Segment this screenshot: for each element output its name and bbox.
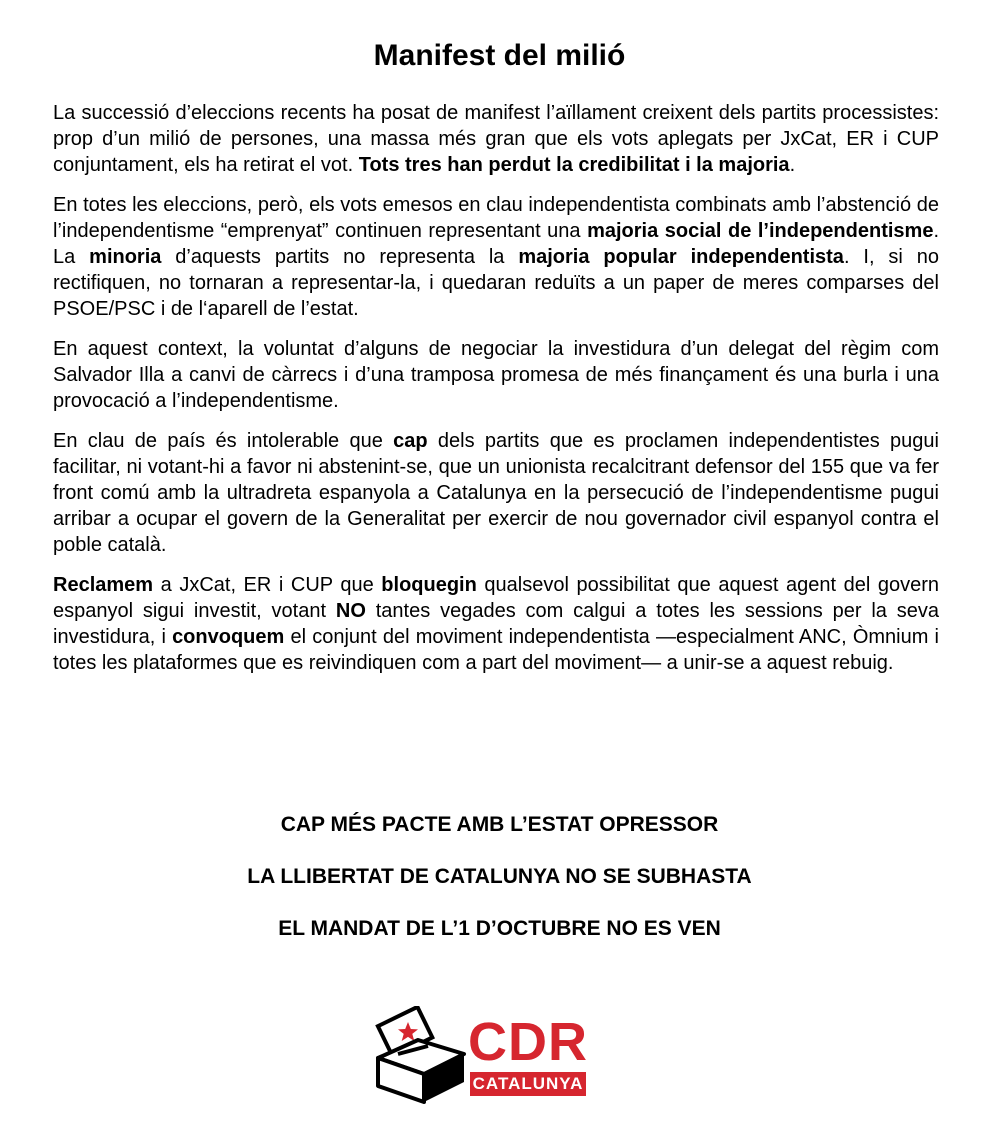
ballot-box-icon xyxy=(372,1006,472,1104)
bold-text: NO xyxy=(335,600,366,622)
text-run: La successió d’eleccions recents ha posat de manifest l’aïllament creixent dels partits processistes: prop d’un milió de persones, una massa més gran que els vots aplegats per JxCat, ER i CUP conjuntament, els ha retirat el vot. xyxy=(53,102,939,176)
slogan-2: LA LLIBERTAT DE CATALUNYA NO SE SUBHASTA xyxy=(247,865,752,888)
text-run: . xyxy=(789,154,796,176)
slogan-1: CAP MÉS PACTE AMB L’ESTAT OPRESSOR xyxy=(280,813,719,836)
logo-wordmark xyxy=(468,1012,592,1100)
text-run: . La xyxy=(53,220,940,268)
bold-text: convoquem xyxy=(172,626,285,648)
text-run: d’aquests partits no representa la xyxy=(161,246,519,268)
text-run: dels partits que es proclamen independentistes pugui facilitar, ni votant-hi a favor ni abstenint-se, que un unionista recalcitrant defensor del 155 que va fer front comú amb la ultradreta espanyola a Catalunya en la persecució de l’independentisme pugui arribar a ocupar el govern de la Generalitat per exercir de nou governador civil espanyol contra el poble català. xyxy=(53,430,939,556)
text-run: En clau de país és intolerable que xyxy=(53,430,394,452)
text-run: En aquest context, la voluntat d’alguns de negociar la investidura d’un delegat del règim com Salvador Illa a canvi de càrrecs i d’una tramposa promesa de més finançament és una burla i una provocació a l’independentisme. xyxy=(53,338,939,412)
text-run: a JxCat, ER i CUP que xyxy=(153,574,382,596)
text-run: el conjunt del moviment independentista —especialment ANC, Òmnium i totes les plataformes que es reivindiquen com a part del moviment— a unir-se a aquest rebuig. xyxy=(53,626,939,674)
paragraph-5 xyxy=(53,572,939,676)
bold-text: majoria popular independentista xyxy=(518,246,844,268)
paragraph-2 xyxy=(53,192,939,322)
logo-subtitle: CATALUNYA xyxy=(472,1074,584,1093)
text-run: . I, si no rectifiquen, no tornaran a representar-la, i quedaran reduïts a un paper de meres comparses del PSOE/PSC i de l‘aparell de l’estat. xyxy=(53,246,939,320)
slogans xyxy=(0,808,999,964)
paragraph-1 xyxy=(53,100,939,178)
text-run: tantes vegades com calgui a totes les sessions per la seva investidura, i xyxy=(53,600,939,648)
paragraph-4 xyxy=(53,428,939,558)
logo-subtitle-bar xyxy=(470,1072,586,1096)
page-title: Manifest del milió xyxy=(373,39,626,72)
bold-text: majoria social de l’independentisme xyxy=(587,220,934,242)
cdr-logo xyxy=(372,1006,592,1104)
bold-text: bloquegin xyxy=(381,574,477,596)
paragraph-3 xyxy=(53,336,939,414)
text-run: En totes les eleccions, però, els vots emesos en clau independentista combinats amb l’abstenció de l’independentisme “emprenyat” continuen representant una xyxy=(53,194,939,242)
bold-text: Reclamem xyxy=(53,574,154,596)
bold-text: minoria xyxy=(89,246,162,268)
bold-text: Tots tres han perdut la credibilitat i la majoria xyxy=(358,154,790,176)
manifesto-body xyxy=(53,100,939,690)
logo-name: CDR xyxy=(468,1012,588,1072)
bold-text: cap xyxy=(393,430,428,452)
text-run: qualsevol possibilitat que aquest agent del govern espanyol sigui investit, votant xyxy=(53,574,939,622)
slogan-3: EL MANDAT DE L’1 D’OCTUBRE NO ES VEN xyxy=(278,917,721,940)
